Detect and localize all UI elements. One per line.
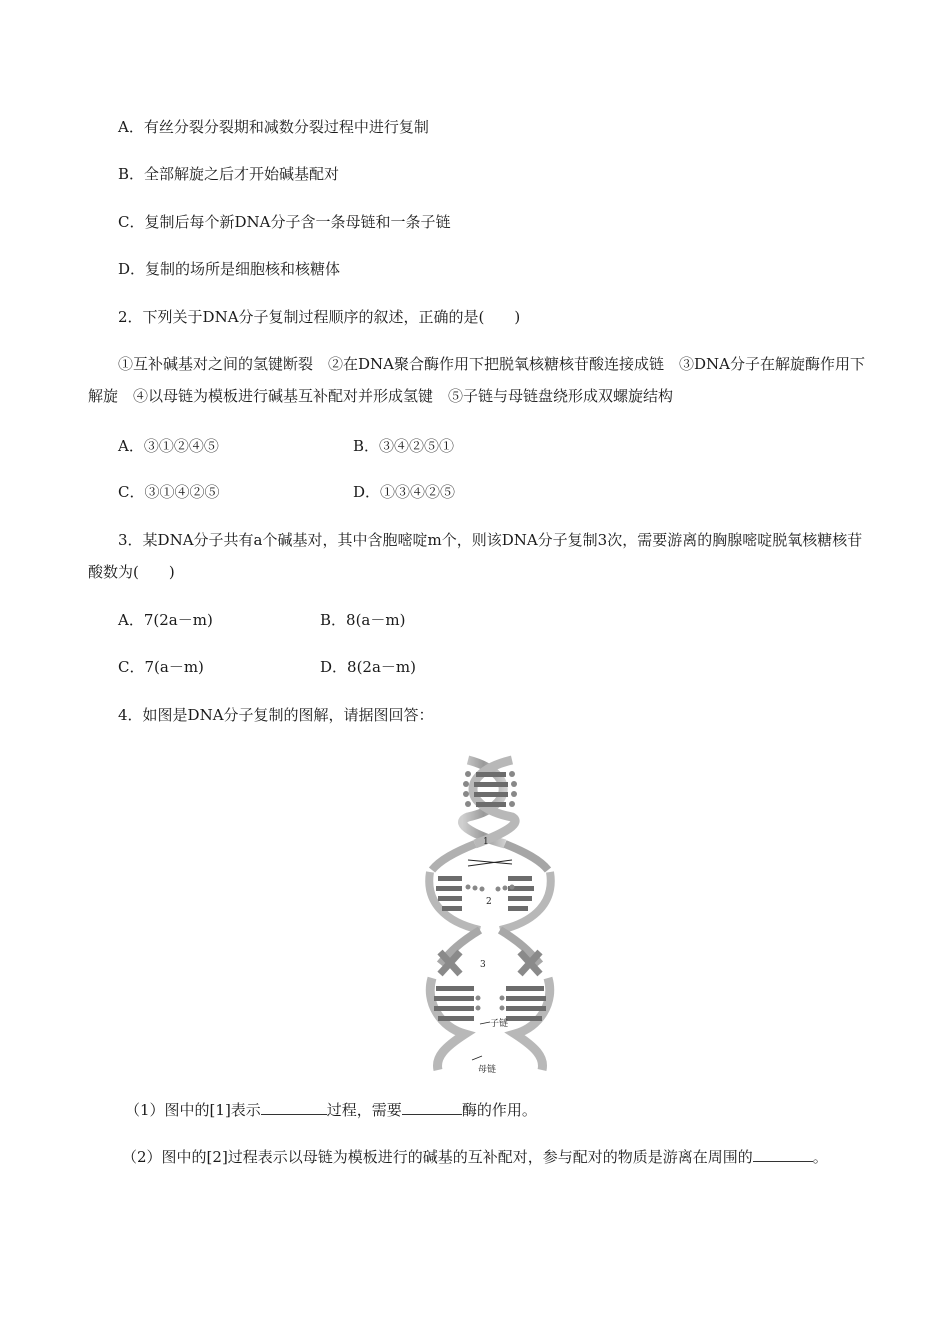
q1-option-c: C．复制后每个新DNA分子含一条母链和一条子链 bbox=[118, 213, 451, 231]
parental-helix bbox=[463, 760, 517, 844]
step-label-1: 1 bbox=[483, 837, 489, 847]
q1-option-b: B．全部解旋之后才开始碱基配对 bbox=[118, 165, 340, 183]
q2-steps: ①互补碱基对之间的氢键断裂 ②在DNA聚合酶作用下把脱氧核糖核苷酸连接成链 ③DNA分子在解旋酶作用下解旋 ④以母链为模板进行碱基互补配对并形成氢键 ⑤子链与母链盘绕形成双螺旋结构 bbox=[88, 355, 865, 405]
q4-sub2-text: （2）图中的[2]过程表示以母链为模板进行的碱基的互补配对，参与配对的物质是游离在周围的 bbox=[122, 1148, 753, 1166]
q3-stem: 3．某DNA分子共有a个碱基对，其中含胞嘧啶m个，则该DNA分子复制3次，需要游离的胸腺嘧啶脱氧核糖核苷酸数为( ) bbox=[88, 531, 863, 581]
lower-crossing bbox=[440, 930, 540, 974]
q3-option-b: B．8(a－m) bbox=[320, 611, 406, 629]
q4-stem: 4．如图是DNA分子复制的图解，请据图回答： bbox=[118, 706, 434, 724]
q4-sub2 bbox=[90, 1141, 870, 1173]
q2-option-b: B．③④②⑤① bbox=[353, 437, 455, 455]
step-label-3: 3 bbox=[480, 960, 486, 970]
answer-blank-2[interactable] bbox=[402, 1100, 462, 1115]
q3-option-d: D．8(2a－m) bbox=[320, 658, 416, 676]
step-label-2: 2 bbox=[486, 897, 492, 907]
replication-fork bbox=[432, 844, 548, 870]
q4-sub2-end: 。 bbox=[812, 1148, 828, 1166]
answer-blank-3[interactable] bbox=[753, 1147, 813, 1162]
q2-option-a: A．③①②④⑤ bbox=[118, 437, 219, 455]
q2-option-d: D．①③④②⑤ bbox=[353, 483, 456, 501]
q4-sub1-middle: 过程，需要 bbox=[326, 1101, 402, 1119]
q2-option-c: C．③①④②⑤ bbox=[118, 483, 220, 501]
q4-sub1-suffix: 酶的作用。 bbox=[461, 1101, 537, 1119]
q4-sub1 bbox=[125, 1100, 537, 1120]
q4-sub1-prefix: （1）图中的[1]表示 bbox=[125, 1101, 261, 1119]
q2-stem: 2．下列关于DNA分子复制过程顺序的叙述，正确的是( ) bbox=[118, 308, 521, 326]
q1-option-d: D．复制的场所是细胞核和核糖体 bbox=[118, 260, 341, 278]
dna-replication-figure bbox=[420, 752, 560, 1074]
parent-strand-label: 母链 bbox=[478, 1065, 497, 1074]
q3-option-c: C．7(a－m) bbox=[118, 658, 204, 676]
q1-option-a: A．有丝分裂分裂期和减数分裂过程中进行复制 bbox=[118, 118, 429, 136]
answer-blank-1[interactable] bbox=[261, 1100, 327, 1115]
q3-option-a: A．7(2a－m) bbox=[118, 611, 213, 629]
daughter-strand-label: 子链 bbox=[490, 1019, 509, 1029]
